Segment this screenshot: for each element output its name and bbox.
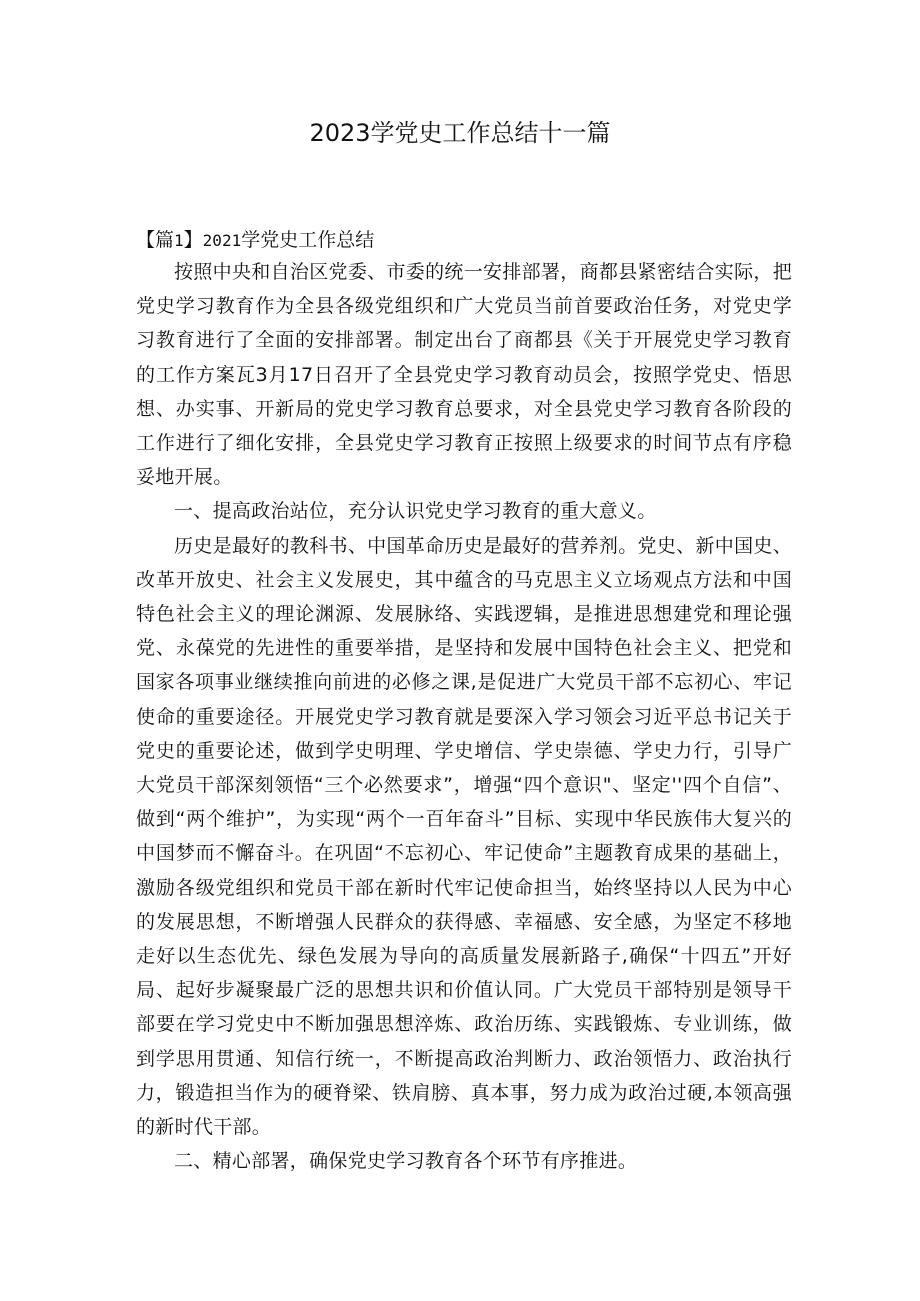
paragraph-heading-two: 二、精心部署，确保党史学习教育各个环节有序推进。 — [174, 1150, 638, 1173]
section-year: 2021 — [202, 231, 242, 250]
paragraph-heading-one: 一、提高政治站位，充分认识党史学习教育的重大意义。 — [174, 500, 657, 523]
document-body — [136, 255, 792, 1178]
document-title: 2023学党史工作总结十一篇 — [309, 119, 611, 147]
paragraph-history: 历史是最好的教科书、中国革命历史是最好的营养剂。党史、新中国史、改革开放史、社会主义发展史，其中蕴含的马克思主义立场观点方法和中国特色社会主义的理论渊源、发展脉络、实践逻辑，是推进思想建党和理论强党、永葆党的先进性的重要举措，是坚持和发展中国特色社会主义、把党和国家各项事业继续推向前进的必修之课,是促进广大党员干部不忘初心、牢记使命的重要途径。开展党史学习教育就是要深入学习领会习近平总书记关于党史的重要论述，做到学史明理、学史增信、学史崇德、学史力行，引导广大党员干部深刻领悟“三个必然要求”，增强“四个意识"、坚定''四个自信”、做到“两个维护”，为实现“两个一百年奋斗”目标、实现中华民族伟大复兴的中国梦而不懈奋斗。在巩固“不忘初心、牢记使命”主题教育成果的基础上，激励各级党组织和党员干部在新时代牢记使命担当，始终坚持以人民为中心的发展思想，不断增强人民群众的获得感、幸福感、安全感，为坚定不移地走好以生态优先、绿色发展为导向的高质量发展新路子,确保“十四五”开好局、起好步凝聚最广泛的思想共识和价值认同。广大党员干部特别是领导干部要在学习党史中不断加强思想淬炼、政治历练、实践锻炼、专业训练，做到学思用贯通、知信行统一，不断提高政治判断力、政治领悟力、政治执行力，锻造担当作为的硬脊梁、铁肩膀、真本事，努力成为政治过硬,本领高强的新时代干部。 — [136, 534, 792, 1139]
section-label-prefix: 【篇 — [136, 229, 175, 251]
paragraph-intro: 按照中央和自治区党委、市委的统一安排部署，商都县紧密结合实际，把党史学习教育作为全县各级党组织和广大党员当前首要政治任务，对党史学习教育进行了全面的安排部署。制定出台了商都县《关于开展党史学习教育的工作方案瓦3月17日召开了全县党史学习教育动员会，按照学党史、悟思想、办实事、开新局的党史学习教育总要求，对全县党史学习教育各阶段的工作进行了细化安排，全县党史学习教育正按照上级要求的时间节点有序稳妥地开展。 — [136, 261, 792, 489]
section-heading-text: 学党史工作总结 — [241, 229, 375, 251]
section-label-number: 1 — [174, 231, 184, 250]
section-heading — [136, 224, 374, 257]
section-label-suffix: 】 — [183, 229, 203, 251]
